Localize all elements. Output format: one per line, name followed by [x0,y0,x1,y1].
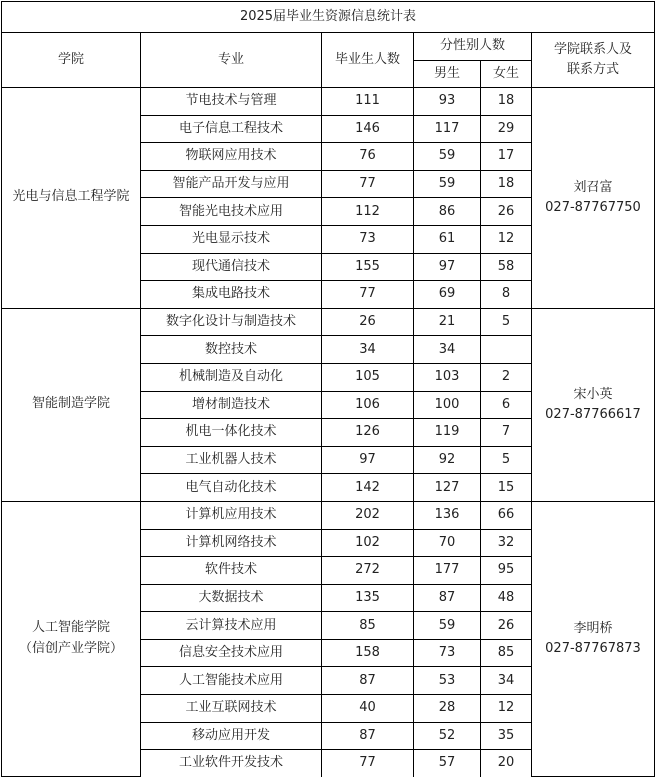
graduates-cell: 73 [322,225,414,253]
graduates-cell: 77 [322,750,414,777]
graduates-cell: 85 [322,612,414,640]
header-contact [532,33,655,88]
graduates-cell: 40 [322,695,414,723]
contact-phone: 027-87767873 [545,641,641,657]
male-cell: 59 [414,143,481,171]
graduates-cell: 34 [322,336,414,364]
header-major: 专业 [141,33,322,88]
female-cell: 35 [481,722,532,750]
college-name: 人工智能学院 [31,620,110,636]
graduates-cell: 87 [322,722,414,750]
graduates-cell: 77 [322,281,414,309]
female-cell: 5 [481,446,532,474]
major-cell: 计算机应用技术 [141,501,322,529]
major-cell: 数字化设计与制造技术 [141,308,322,336]
header-female: 女生 [481,61,532,88]
major-cell: 软件技术 [141,557,322,585]
major-cell: 电子信息工程技术 [141,115,322,143]
female-cell: 7 [481,419,532,447]
male-cell: 93 [414,88,481,116]
female-cell: 34 [481,667,532,695]
graduates-cell: 97 [322,446,414,474]
male-cell: 59 [414,612,481,640]
major-cell: 智能产品开发与应用 [141,170,322,198]
major-cell: 机电一体化技术 [141,419,322,447]
male-cell: 61 [414,225,481,253]
contact-name: 刘召富 [573,179,613,195]
header-college: 学院 [2,33,141,88]
graduates-cell: 102 [322,529,414,557]
female-cell: 26 [481,612,532,640]
table-row [2,308,655,336]
major-cell: 移动应用开发 [141,722,322,750]
male-cell: 97 [414,253,481,281]
graduates-cell: 202 [322,501,414,529]
major-cell: 物联网应用技术 [141,143,322,171]
male-cell: 69 [414,281,481,309]
graduates-cell: 77 [322,170,414,198]
male-cell: 59 [414,170,481,198]
header-contact-line2: 联系方式 [566,62,619,77]
female-cell: 18 [481,170,532,198]
male-cell: 57 [414,750,481,777]
male-cell: 34 [414,336,481,364]
header-male: 男生 [414,61,481,88]
major-cell: 节电技术与管理 [141,88,322,116]
header-by-gender: 分性别人数 [414,33,532,61]
header-graduates: 毕业生人数 [322,33,414,88]
major-cell: 工业互联网技术 [141,695,322,723]
graduates-cell: 158 [322,639,414,667]
male-cell: 127 [414,474,481,502]
college-name: 智能制造学院 [31,396,110,412]
major-cell: 人工智能技术应用 [141,667,322,695]
female-cell: 2 [481,363,532,391]
major-cell: 机械制造及自动化 [141,363,322,391]
female-cell: 95 [481,557,532,585]
graduates-cell: 155 [322,253,414,281]
graduates-cell: 146 [322,115,414,143]
male-cell: 177 [414,557,481,585]
female-cell: 18 [481,88,532,116]
major-cell: 云计算技术应用 [141,612,322,640]
male-cell: 86 [414,198,481,226]
contact-cell [532,308,655,501]
major-cell: 光电显示技术 [141,225,322,253]
male-cell: 136 [414,501,481,529]
female-cell: 66 [481,501,532,529]
graduates-cell: 105 [322,363,414,391]
male-cell: 119 [414,419,481,447]
female-cell: 12 [481,225,532,253]
college-name: （信创产业学院） [18,641,123,657]
male-cell: 73 [414,639,481,667]
graduates-cell: 106 [322,391,414,419]
contact-phone: 027-87766617 [545,406,641,422]
female-cell: 15 [481,474,532,502]
female-cell [481,336,532,364]
female-cell: 12 [481,695,532,723]
female-cell: 26 [481,198,532,226]
graduates-cell: 112 [322,198,414,226]
table-row [2,88,655,116]
major-cell: 工业软件开发技术 [141,750,322,777]
graduates-cell: 76 [322,143,414,171]
contact-name: 宋小英 [573,386,613,402]
major-cell: 工业机器人技术 [141,446,322,474]
graduates-cell: 135 [322,584,414,612]
table-title: 2025届毕业生资源信息统计表 [2,2,655,33]
major-cell: 数控技术 [141,336,322,364]
major-cell: 智能光电技术应用 [141,198,322,226]
college-cell [2,88,141,309]
male-cell: 21 [414,308,481,336]
female-cell: 8 [481,281,532,309]
graduates-cell: 26 [322,308,414,336]
college-name: 光电与信息工程学院 [12,189,130,205]
graduate-statistics-table [1,1,655,777]
major-cell: 现代通信技术 [141,253,322,281]
female-cell: 85 [481,639,532,667]
college-cell [2,501,141,776]
male-cell: 28 [414,695,481,723]
contact-cell [532,501,655,776]
female-cell: 17 [481,143,532,171]
college-cell [2,308,141,501]
graduates-cell: 126 [322,419,414,447]
female-cell: 6 [481,391,532,419]
major-cell: 增材制造技术 [141,391,322,419]
major-cell: 电气自动化技术 [141,474,322,502]
contact-phone: 027-87767750 [545,199,641,215]
female-cell: 29 [481,115,532,143]
major-cell: 信息安全技术应用 [141,639,322,667]
contact-cell [532,88,655,309]
major-cell: 大数据技术 [141,584,322,612]
female-cell: 48 [481,584,532,612]
header-contact-line1: 学院联系人及 [553,41,632,57]
female-cell: 5 [481,308,532,336]
graduates-cell: 142 [322,474,414,502]
contact-name: 李明桥 [573,620,613,636]
male-cell: 70 [414,529,481,557]
male-cell: 103 [414,363,481,391]
female-cell: 32 [481,529,532,557]
male-cell: 53 [414,667,481,695]
graduates-cell: 87 [322,667,414,695]
graduates-cell: 272 [322,557,414,585]
major-cell: 计算机网络技术 [141,529,322,557]
male-cell: 117 [414,115,481,143]
table-row [2,501,655,529]
graduates-cell: 111 [322,88,414,116]
male-cell: 92 [414,446,481,474]
female-cell: 20 [481,750,532,777]
major-cell: 集成电路技术 [141,281,322,309]
female-cell: 58 [481,253,532,281]
male-cell: 87 [414,584,481,612]
male-cell: 100 [414,391,481,419]
male-cell: 52 [414,722,481,750]
